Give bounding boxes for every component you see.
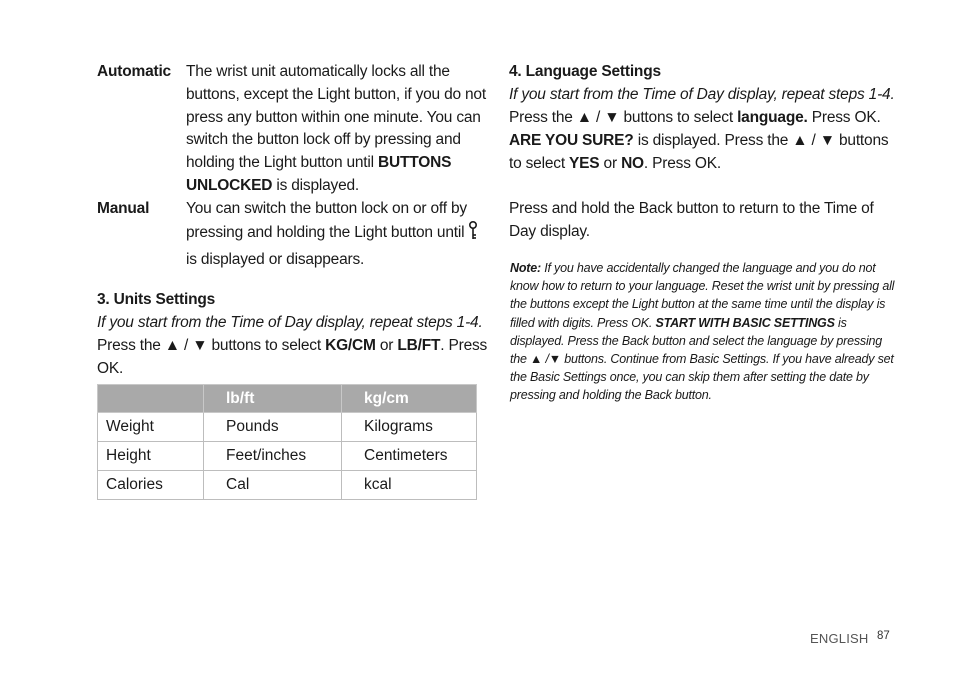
confirm-press-ok: . Press OK. — [643, 154, 721, 172]
yes-label: YES — [569, 154, 600, 172]
back-instruction: Press and hold the Back button to return to the Time of Day display. — [509, 200, 874, 240]
table-cell: Height — [98, 442, 204, 471]
automatic-definition — [186, 61, 486, 198]
automatic-text-end: is displayed. — [272, 176, 360, 194]
manual-definition — [186, 198, 486, 271]
units-option-lbft: LB/FT — [397, 337, 441, 354]
table-row — [98, 413, 477, 442]
table-header-row — [98, 385, 477, 413]
units-option-kgcm: KG/CM — [325, 337, 376, 354]
units-table — [97, 384, 477, 500]
footer-language: ENGLISH — [810, 631, 869, 646]
note-label: Note: — [510, 261, 541, 275]
units-press-ok: . Press OK. — [97, 337, 488, 377]
key-icon — [468, 221, 478, 249]
units-intro: If you start from the Time of Day display, repeat steps 1-4. — [97, 314, 483, 331]
language-heading: 4. Language Settings — [509, 63, 661, 80]
language-instruction — [509, 107, 899, 175]
table-cell: Centimeters — [342, 442, 477, 471]
table-header-kgcm: kg/cm — [342, 385, 477, 413]
units-press-text: Press the ▲ / ▼ buttons to select — [97, 337, 326, 354]
table-header-empty — [98, 385, 204, 413]
language-press-ok: Press OK. — [807, 109, 881, 126]
table-row — [98, 471, 477, 500]
table-row — [98, 442, 477, 471]
table-cell: Kilograms — [342, 413, 477, 442]
language-intro: If you start from the Time of Day display, repeat steps 1-4. — [509, 86, 895, 103]
buttons-unlocked-label: BUTTONS UNLOCKED — [186, 154, 452, 194]
note-text-end: is displayed. Press the Back button and select the language by pressing the ▲ /▼ buttons. Continue from Basic Settings. If you have already set the Basic Settings once, you can skip them after setting the date by pressing and holding the Back button. — [510, 315, 894, 403]
confirm-or-text: or — [599, 154, 622, 172]
manual-text: You can switch the button lock on or off by pressing and holding the Light button until — [186, 200, 469, 241]
start-basic-settings-label: START WITH BASIC SETTINGS — [655, 315, 835, 330]
confirm-text: is displayed. Press the ▲ / ▼ buttons to select — [509, 131, 889, 172]
are-you-sure-label: ARE YOU SURE? — [509, 131, 634, 149]
manual-term: Manual — [97, 200, 150, 217]
note-paragraph — [510, 259, 895, 405]
table-cell: kcal — [342, 471, 477, 500]
table-header-lbft: lb/ft — [204, 385, 342, 413]
table-cell: Feet/inches — [204, 442, 342, 471]
language-press-text: Press the ▲ / ▼ buttons to select — [509, 109, 738, 126]
page-number: 87 — [877, 630, 890, 642]
no-label: NO — [621, 154, 644, 172]
table-cell: Weight — [98, 413, 204, 442]
units-or-text: or — [375, 337, 398, 354]
automatic-text: The wrist unit automatically locks all the buttons, except the Light button, if you do not press any button within one minute. You can switch the button lock off by pressing and holding the Light button until — [186, 63, 486, 172]
units-instruction — [97, 335, 497, 381]
manual-text-end: is displayed or disappears. — [186, 250, 365, 268]
table-cell: Cal — [204, 471, 342, 500]
units-heading: 3. Units Settings — [97, 291, 216, 308]
language-option: language. — [737, 109, 808, 126]
note-text: If you have accidentally changed the language and you do not know how to return to your language. Reset the wrist unit by pressing all the buttons except the Light button at the same time until the display is filled with digits. Press OK. — [510, 261, 895, 330]
table-cell: Calories — [98, 471, 204, 500]
table-cell: Pounds — [204, 413, 342, 442]
automatic-term: Automatic — [97, 63, 171, 80]
